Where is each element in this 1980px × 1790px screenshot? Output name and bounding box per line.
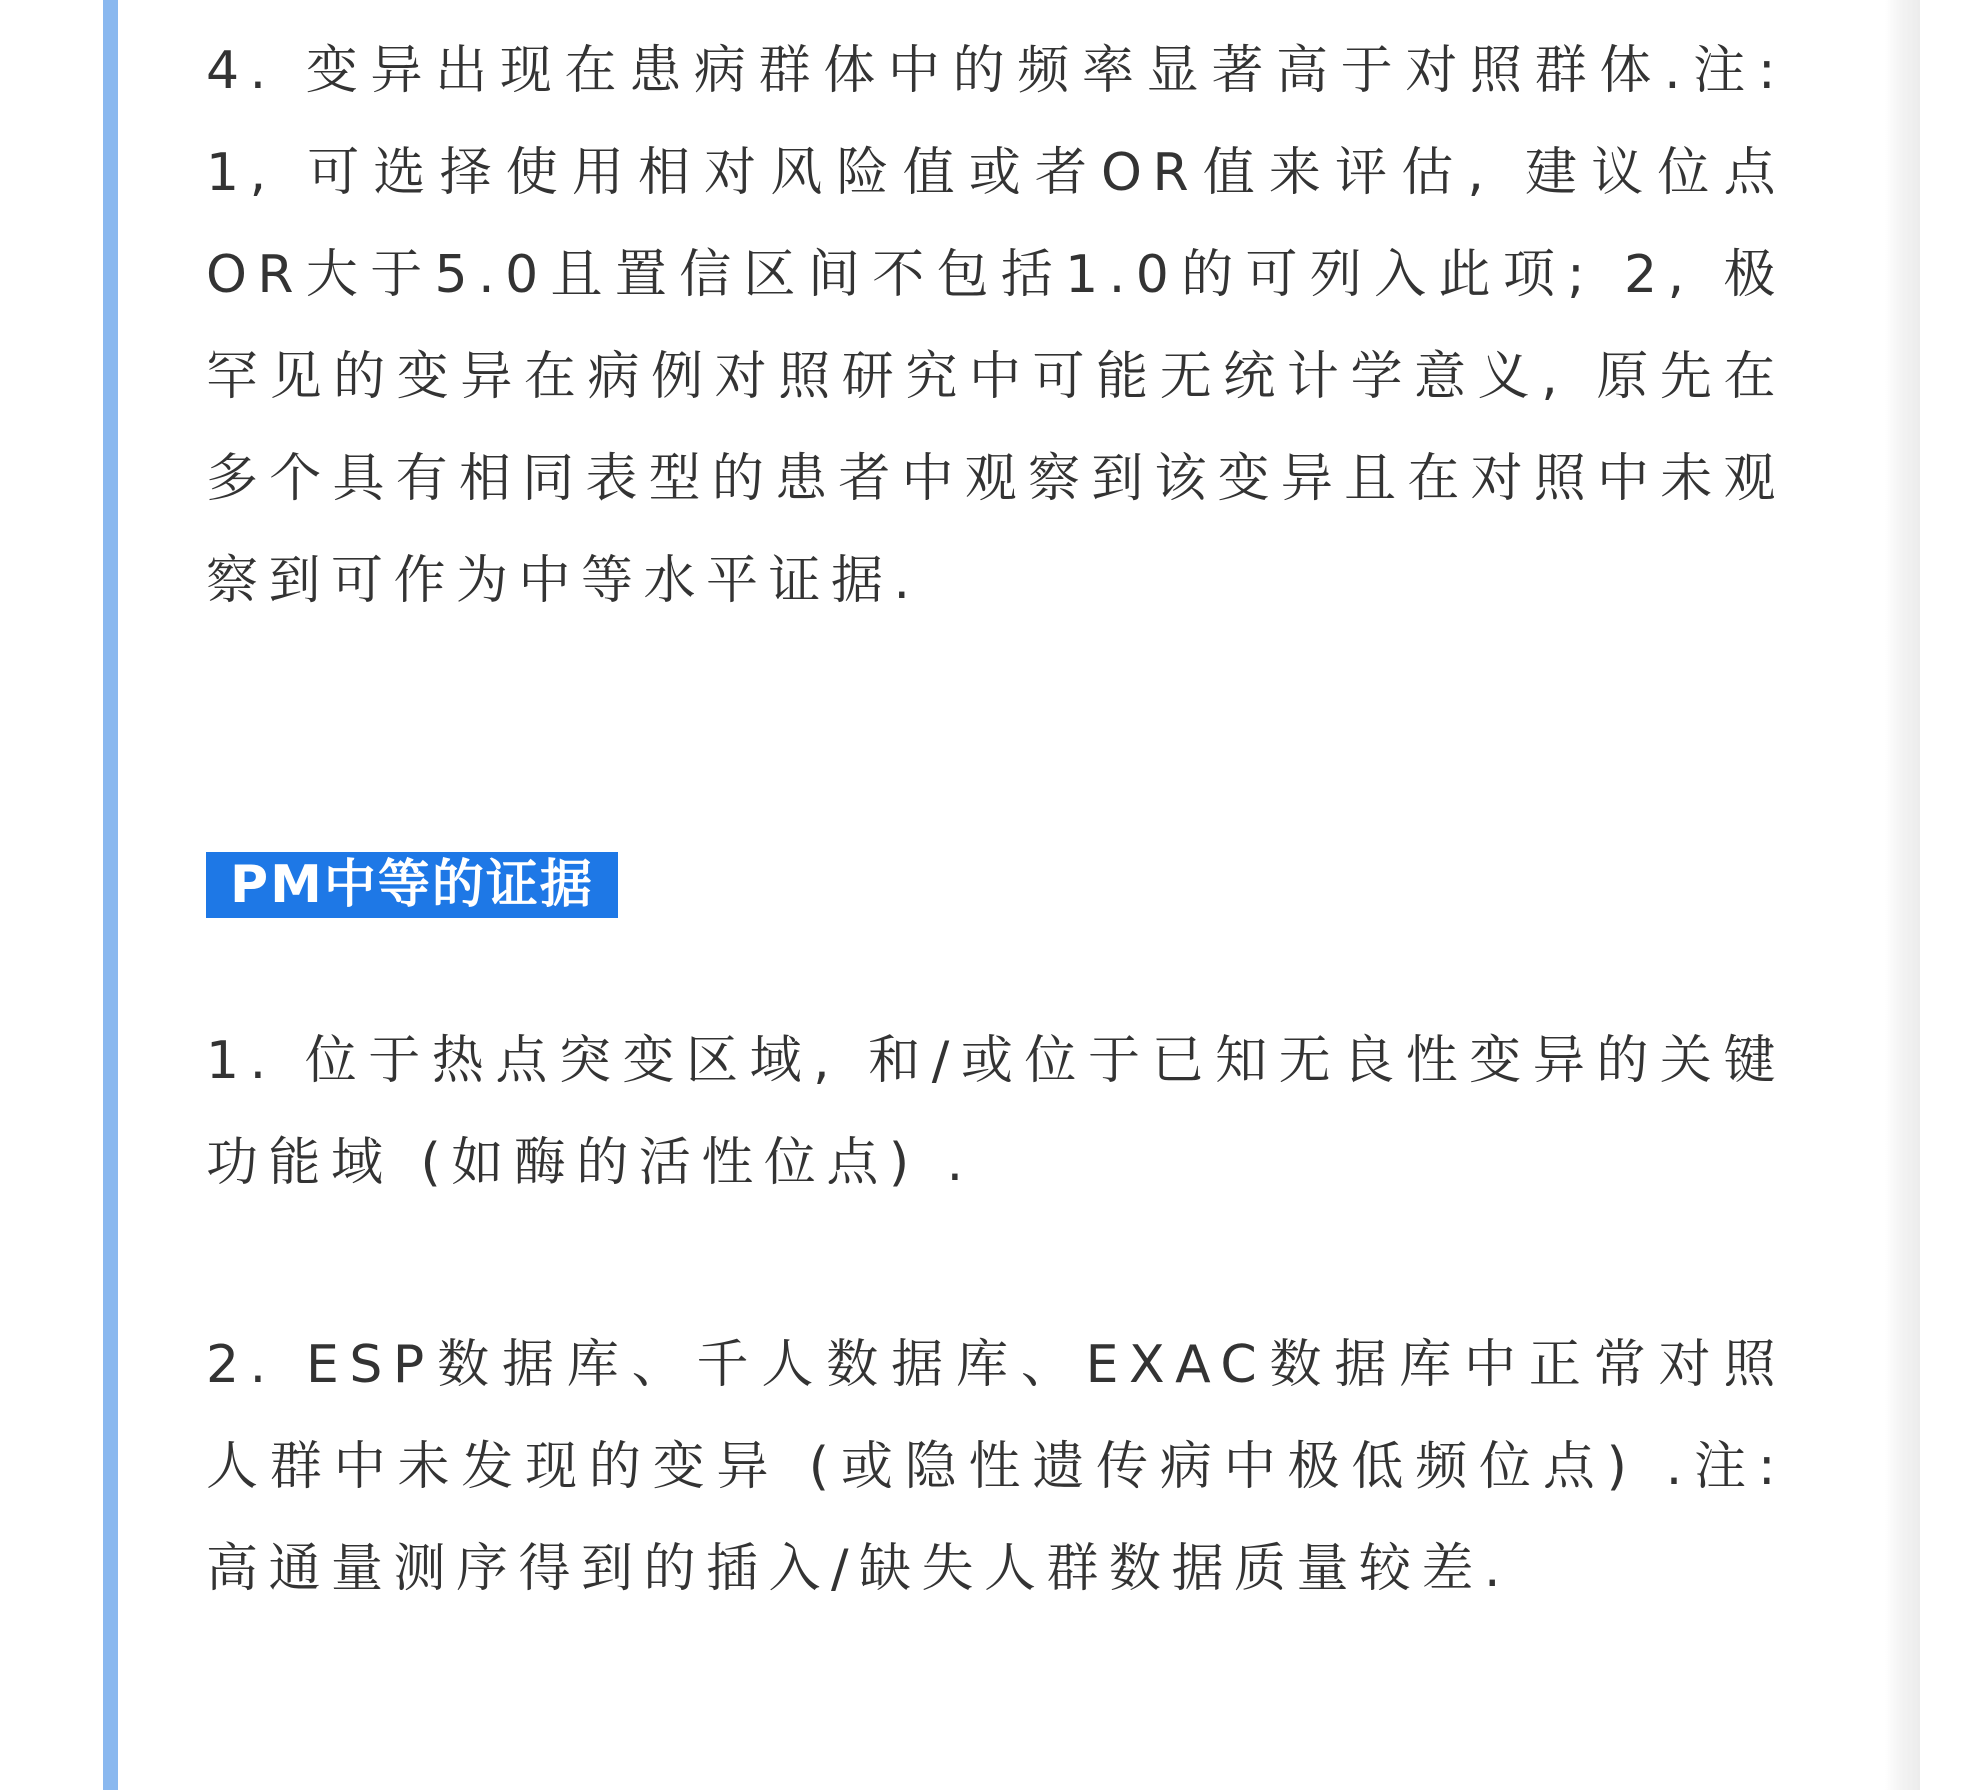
page-edge-shadow — [1885, 0, 1920, 1790]
section-heading-row — [206, 852, 1786, 918]
article-content — [206, 20, 1786, 1620]
paragraph-criterion-4: 4. 变异出现在患病群体中的频率显著高于对照群体.注: 1, 可选择使用相对风险值或者OR值来评估, 建议位点OR大于5.0且置信区间不包括1.0的可列入此项; 2, 极罕见的变异在病例对照研究中可能无统计学意义, 原先在多个具有相同表型的患者中观察到该变异且在对照中未观察到可作为中等水平证据. — [206, 41, 1786, 611]
spacer — [206, 1214, 1786, 1314]
spacer — [206, 918, 1786, 1010]
section-label-pm: PM中等的证据 — [206, 852, 618, 918]
page-margin — [1920, 0, 1980, 1790]
left-accent-bar — [103, 0, 118, 1790]
spacer — [206, 632, 1786, 852]
list-item: 2. ESP数据库、千人数据库、EXAC数据库中正常对照人群中未发现的变异 (或隐性遗传病中极低频位点) .注: 高通量测序得到的插入/缺失人群数据质量较差. — [206, 1335, 1786, 1599]
list-item: 1. 位于热点突变区域, 和/或位于已知无良性变异的关键功能域 (如酶的活性位点) . — [206, 1031, 1786, 1193]
